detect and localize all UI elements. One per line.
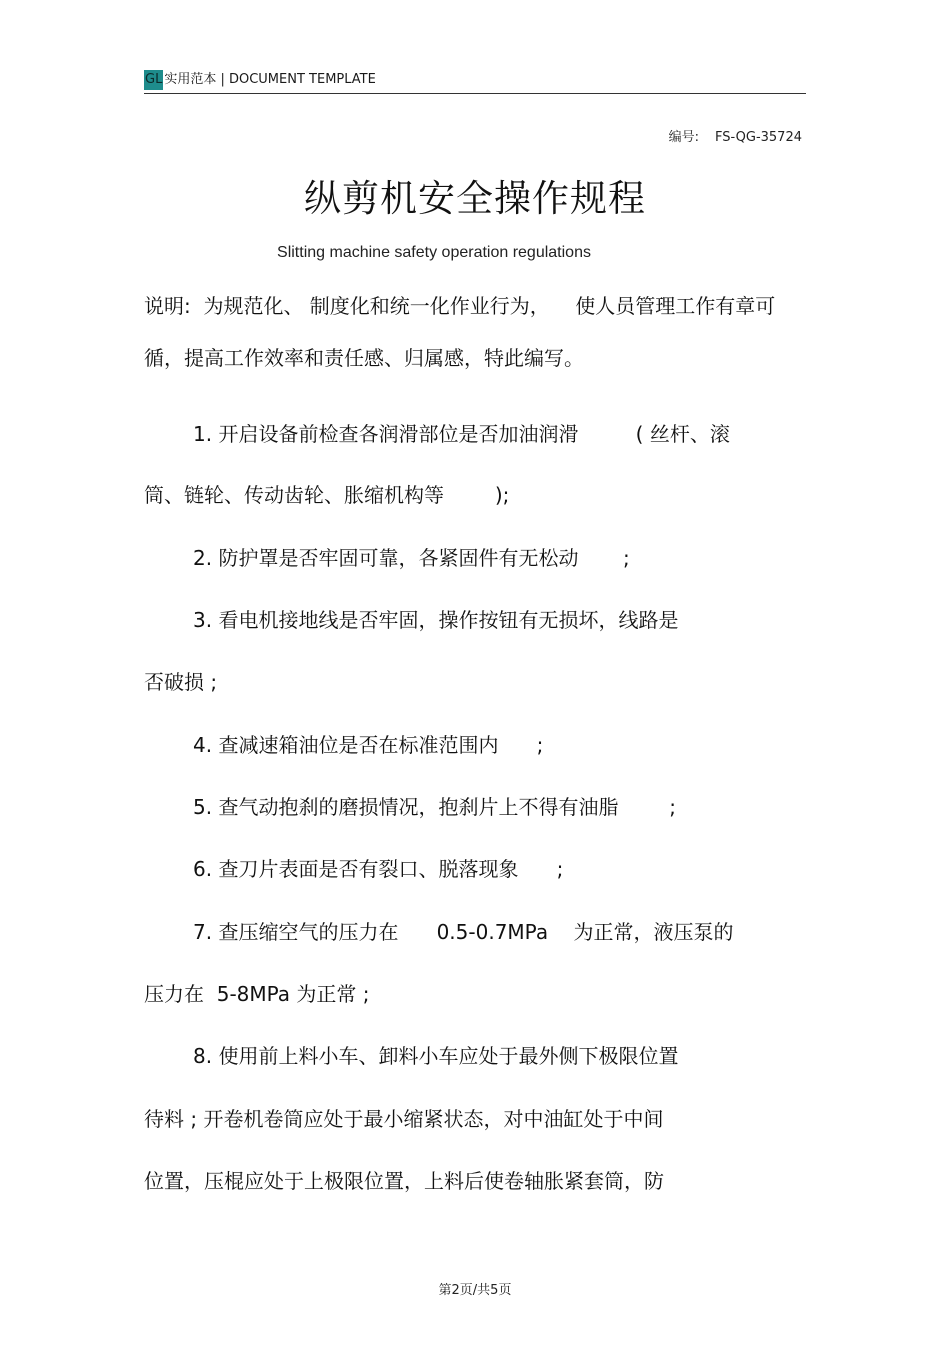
body-line: 1. 开启设备前检查各润滑部位是否加油润滑 ( 丝杆、滚 (193, 422, 730, 446)
page-subtitle: Slitting machine safety operation regulations (277, 244, 591, 261)
page-title: 纵剪机安全操作规程 (304, 177, 646, 220)
body-line: 循，提高工作效率和责任感、归属感，特此编写。 (144, 346, 584, 370)
body-line: 压力在 5-8MPa 为正常 ; (144, 982, 370, 1006)
body-line: 8. 使用前上料小车、卸料小车应处于最外侧下极限位置 (193, 1044, 679, 1068)
body-line: 2. 防护罩是否牢固可靠，各紧固件有无松动 ; (193, 546, 630, 570)
document-number (669, 126, 802, 145)
body-line: 4. 查减速箱油位是否在标准范围内 ; (193, 733, 544, 757)
body-line: 6. 查刀片表面是否有裂口、脱落现象 ; (193, 857, 564, 881)
document-number-value: FS-QG-35724 (714, 130, 802, 145)
body-line: 筒、链轮、传动齿轮、胀缩机构等 ); (144, 483, 510, 507)
body-line: 7. 查压缩空气的压力在 0.5-0.7MPa 为正常，液压泵的 (193, 920, 734, 944)
body-line: 说明: 为规范化、 制度化和统一化作业行为， 使人员管理工作有章可 (144, 294, 776, 318)
header-text: 实用范本 | DOCUMENT TEMPLATE (164, 72, 376, 87)
document-number-label: 编号: (668, 130, 699, 145)
gl-logo-badge: GL (144, 70, 163, 90)
body-line: 待料 ; 开卷机卷筒应处于最小缩紧状态，对中油缸处于中间 (144, 1107, 664, 1131)
page-footer: 第2页/共5页 (438, 1283, 512, 1298)
body-line: 否破损 ; (144, 670, 218, 694)
document-header (144, 70, 806, 94)
body-line: 位置，压棍应处于上极限位置，上料后使卷轴胀紧套筒，防 (144, 1169, 664, 1193)
body-line: 5. 查气动抱刹的磨损情况，抱刹片上不得有油脂 ; (193, 795, 677, 819)
body-line: 3. 看电机接地线是否牢固，操作按钮有无损坏，线路是 (193, 608, 679, 632)
